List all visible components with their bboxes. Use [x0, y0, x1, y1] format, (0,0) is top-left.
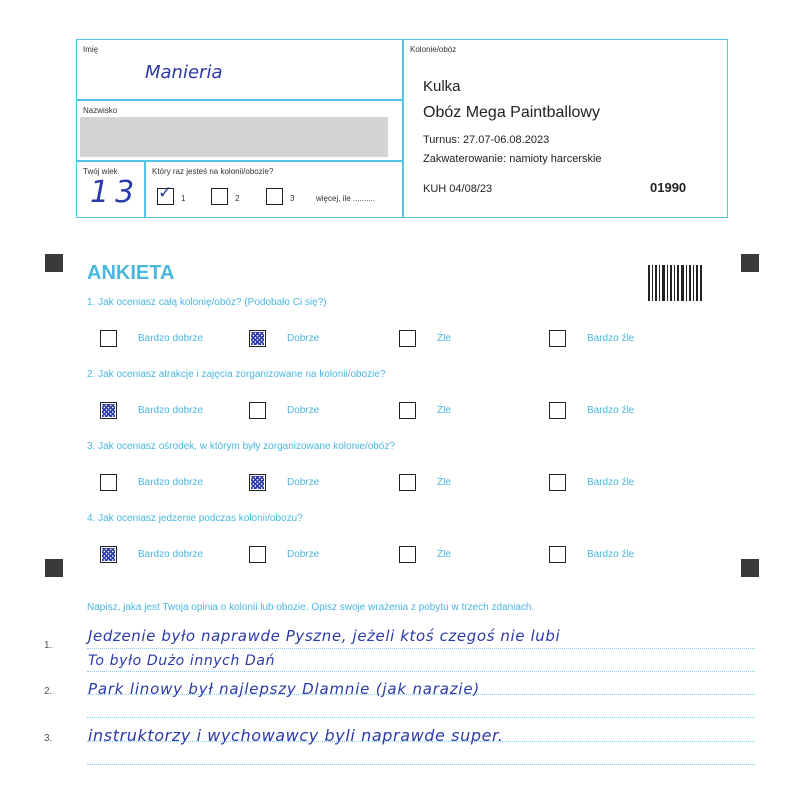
header-divider-2: [76, 160, 403, 162]
opinion-answer-1a[interactable]: Jedzenie było naprawde Pyszne, jeżeli ktoś czegoś nie lubi: [88, 627, 561, 645]
question-3-checkbox-2[interactable]: [249, 474, 266, 491]
line-number-2: 2.: [44, 686, 53, 697]
question-2-checkbox-2[interactable]: [249, 402, 266, 419]
camp-label: Kolonie/obóz: [410, 45, 457, 54]
question-3-checkbox-1[interactable]: [100, 474, 117, 491]
opinion-prompt: Napisz, jaka jest Twoja opinia o kolonii lub obozie. Opisz swoje wrażenia z pobytu w trzech zdaniach.: [87, 602, 535, 613]
question-1-checkbox-1[interactable]: [100, 330, 117, 347]
turnus-row: [423, 134, 549, 146]
barcode-icon: [648, 265, 702, 301]
question-2-checkbox-4[interactable]: [549, 402, 566, 419]
question-2-option-label-3: Źle: [437, 405, 451, 416]
visit-option-3: 3: [290, 194, 295, 203]
question-1-text: 1. Jak oceniasz całą kolonię/obóz? (Podobało Ci się?): [87, 297, 327, 308]
question-4-option-label-2: Dobrze: [287, 549, 320, 560]
visit-label: Który raz jesteś na kolonii/obozie?: [152, 167, 274, 176]
opinion-answer-3[interactable]: instruktorzy i wychowawcy byli naprawde super.: [88, 726, 504, 745]
question-3-option-label-3: Źle: [437, 477, 451, 488]
question-3-checkbox-4[interactable]: [549, 474, 566, 491]
age-value[interactable]: 13: [90, 175, 141, 210]
question-2-checkbox-1[interactable]: [100, 402, 117, 419]
visit-option-2: 2: [235, 194, 240, 203]
registration-marker-bottom-right: [741, 559, 759, 577]
question-4-option-label-1: Bardzo dobrze: [138, 549, 204, 560]
question-3-text: 3. Jak oceniasz ośrodek, w którym były zorganizowane kolonie/obóz?: [87, 441, 395, 452]
answer-line-2b: [87, 717, 755, 718]
question-1-option-label-4: Bardzo źle: [587, 333, 635, 344]
question-4-checkbox-2[interactable]: [249, 546, 266, 563]
age-label: Twój wiek: [83, 167, 118, 176]
question-1-option-label-2: Dobrze: [287, 333, 320, 344]
header-divider-vertical: [402, 39, 404, 218]
question-2-checkbox-3[interactable]: [399, 402, 416, 419]
visit-checkbox-3[interactable]: [266, 188, 283, 205]
line-number-3: 3.: [44, 733, 53, 744]
camp-name: Kulka: [423, 78, 461, 95]
surname-redacted: [80, 117, 388, 157]
answer-line-1a: [87, 648, 755, 649]
registration-marker-top-right: [741, 254, 759, 272]
camp-code: KUH 04/08/23: [423, 183, 493, 195]
question-4-option-label-3: Źle: [437, 549, 451, 560]
question-3-option-label-2: Dobrze: [287, 477, 320, 488]
visit-checkbox-2[interactable]: [211, 188, 228, 205]
opinion-answer-2[interactable]: Park linowy był najlepszy Dlamnie (jak narazie): [88, 680, 481, 698]
question-1-option-label-3: Źle: [437, 333, 451, 344]
question-2-text: 2. Jak oceniasz atrakcje i zajęcia zorganizowane na kolonii/obozie?: [87, 369, 386, 380]
accommodation-label: Zakwaterowanie:: [423, 153, 507, 165]
turnus-label: Turnus:: [423, 134, 460, 146]
question-2-option-label-2: Dobrze: [287, 405, 320, 416]
survey-title: ANKIETA: [87, 262, 175, 284]
turnus-value: 27.07-06.08.2023: [462, 134, 550, 146]
question-3-option-label-1: Bardzo dobrze: [138, 477, 204, 488]
question-3-option-label-4: Bardzo źle: [587, 477, 635, 488]
accommodation-row: [423, 153, 602, 165]
question-1-checkbox-2[interactable]: [249, 330, 266, 347]
answer-line-3b: [87, 764, 755, 765]
question-4-option-label-4: Bardzo źle: [587, 549, 635, 560]
visit-more: więcej, ile ..........: [316, 194, 376, 203]
question-1-checkbox-3[interactable]: [399, 330, 416, 347]
question-2-option-label-4: Bardzo źle: [587, 405, 635, 416]
question-1-checkbox-4[interactable]: [549, 330, 566, 347]
question-4-checkbox-4[interactable]: [549, 546, 566, 563]
question-1-option-label-1: Bardzo dobrze: [138, 333, 204, 344]
camp-title: Obóz Mega Paintballowy: [423, 104, 600, 121]
header-divider-1: [76, 99, 403, 101]
visit-checkbox-1[interactable]: [157, 188, 174, 205]
registration-marker-bottom-left: [45, 559, 63, 577]
question-2-option-label-1: Bardzo dobrze: [138, 405, 204, 416]
line-number-1: 1.: [44, 640, 53, 651]
question-4-checkbox-1[interactable]: [100, 546, 117, 563]
header-divider-age: [144, 160, 146, 218]
opinion-answer-1b[interactable]: To było Dużo innych Dań: [88, 653, 276, 669]
question-3-checkbox-3[interactable]: [399, 474, 416, 491]
answer-line-1b: [87, 671, 755, 672]
surname-label: Nazwisko: [83, 106, 118, 115]
question-4-text: 4. Jak oceniasz jedzenie podczas kolonii/obozu?: [87, 513, 303, 524]
form-number: 01990: [650, 180, 687, 195]
name-value[interactable]: Manieria: [145, 62, 223, 83]
accommodation-value: namioty harcerskie: [509, 153, 602, 165]
visit-option-1: 1: [181, 194, 186, 203]
name-label: Imię: [83, 45, 99, 54]
registration-marker-top-left: [45, 254, 63, 272]
question-4-checkbox-3[interactable]: [399, 546, 416, 563]
